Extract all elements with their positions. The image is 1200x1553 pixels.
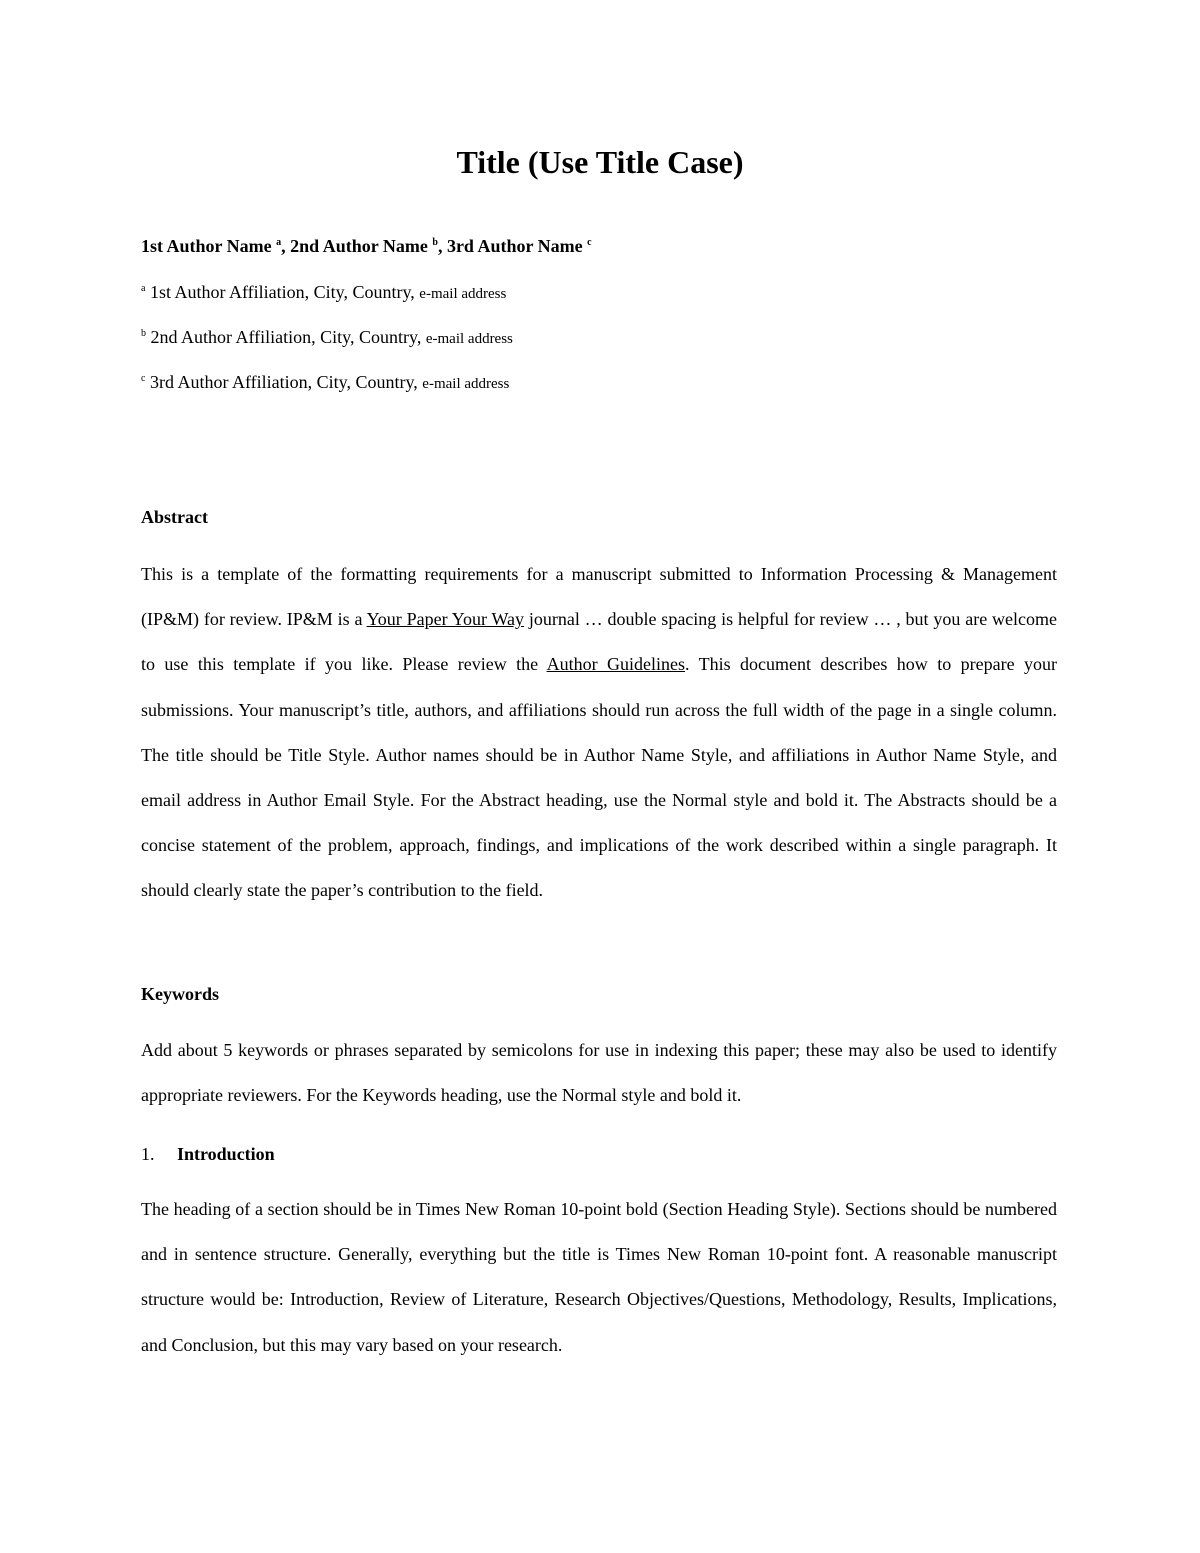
author-3-name: 3rd Author Name [446, 236, 583, 256]
author-separator: , [281, 236, 291, 256]
author-1-name: 1st Author Name [141, 236, 272, 256]
author-2-name: 2nd Author Name [290, 236, 428, 256]
affiliation-3-text: 3rd Author Affiliation, City, Country, [149, 372, 423, 392]
affiliation-2 [141, 323, 513, 353]
affiliation-3-email: e-mail address [422, 376, 510, 392]
your-paper-your-way-link[interactable]: Your Paper Your Way [366, 609, 525, 630]
abstract-text-part-2: journal … double spacing is helpful for review … , but you are welcome to use this template if you like. Please review the [141, 609, 1057, 675]
section-1-heading [141, 1140, 275, 1168]
keywords-heading: Keywords [141, 984, 219, 1004]
abstract-paragraph [141, 552, 1057, 914]
paper-title: Title (Use Title Case) [456, 144, 744, 180]
section-1-number: 1. [141, 1144, 155, 1164]
author-separator: , [437, 236, 447, 256]
affiliation-1 [141, 278, 506, 308]
author-guidelines-link[interactable]: Author Guidelines [546, 654, 685, 675]
affiliation-1-superscript: a [141, 283, 146, 294]
affiliation-2-superscript: b [141, 328, 146, 339]
author-1-superscript: a [276, 237, 282, 248]
abstract-heading: Abstract [141, 507, 208, 527]
section-1-title: Introduction [177, 1144, 275, 1164]
affiliation-3 [141, 368, 509, 398]
keywords-paragraph: Add about 5 keywords or phrases separated by semicolons for use in indexing this paper; these may also be used to identify appropriate reviewers. For the Keywords heading, use the Normal style and bold it. [141, 1040, 1057, 1106]
introduction-paragraph: The heading of a section should be in Times New Roman 10-point bold (Section Heading Style). Sections should be numbered and in sentence structure. Generally, everything but the title is Times New Roman 10-point font. A reasonable manuscript structure would be: Introduction, Review of Literature, Research Objectives/Questions, Methodology, Results, Implications, and Conclusion, but this may vary based on your research. [141, 1199, 1057, 1355]
affiliation-3-superscript: c [141, 373, 146, 384]
affiliation-2-text: 2nd Author Affiliation, City, Country, [150, 327, 426, 347]
affiliation-2-email: e-mail address [425, 331, 513, 347]
author-2-superscript: b [432, 237, 438, 248]
author-list [141, 232, 592, 260]
abstract-text-part-3: . This document describes how to prepare your submissions. Your manuscript’s title, authors, and affiliations should run across the full width of the page in a single column. The title should be Title Style. Author names should be in Author Name Style, and affiliations in Author Name Style, and email address in Author Email Style. For the Abstract heading, use the Normal style and bold it. The Abstracts should be a concise statement of the problem, approach, findings, and implications of the work described within a single paragraph. It should clearly state the paper’s contribution to the field. [141, 654, 1057, 901]
affiliation-1-email: e-mail address [419, 286, 507, 302]
author-3-superscript: c [587, 237, 592, 248]
abstract-text-part-1: This is a template of the formatting requirements for a manuscript submitted to Information Processing & Management (IP&M) for review. IP&M is a [141, 564, 1057, 630]
affiliation-1-text: 1st Author Affiliation, City, Country, [149, 282, 420, 302]
